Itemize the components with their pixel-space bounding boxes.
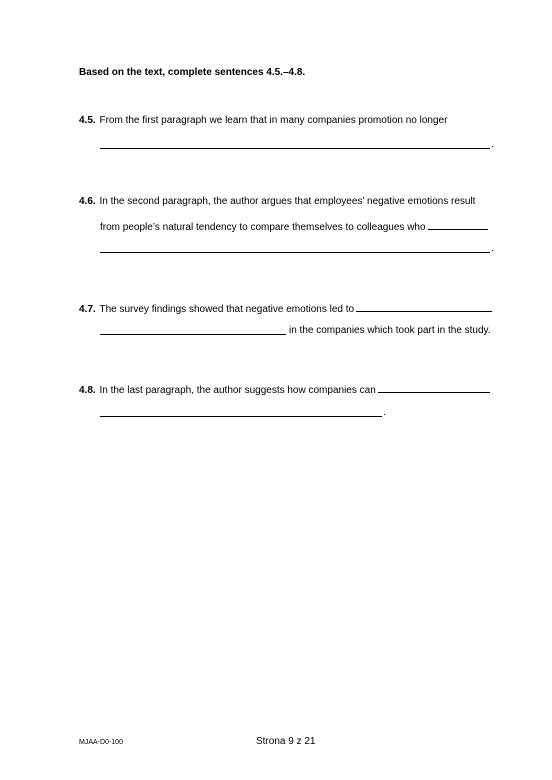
- question-number: 4.6.: [79, 196, 96, 207]
- answer-blank[interactable]: [356, 302, 492, 312]
- question-4-8: [79, 383, 490, 397]
- sentence-end: .: [491, 243, 494, 254]
- answer-line[interactable]: [100, 148, 490, 149]
- question-text: In the last paragraph, the author suggests how companies can: [99, 385, 376, 396]
- question-4-6-line2: [100, 220, 488, 234]
- question-number: 4.7.: [79, 304, 96, 315]
- question-number: 4.5.: [79, 115, 96, 126]
- answer-blank[interactable]: [428, 220, 488, 230]
- answer-line[interactable]: [100, 416, 382, 417]
- exam-code: MJAA-D0-100: [79, 739, 123, 746]
- question-4-6: [79, 196, 475, 208]
- page-number: Strona 9 z 21: [256, 736, 316, 747]
- question-4-5: [79, 115, 447, 127]
- question-4-7: [79, 302, 492, 316]
- question-text: In the second paragraph, the author argues that employees’ negative emotions result: [99, 196, 476, 207]
- answer-blank[interactable]: [378, 383, 490, 393]
- answer-line[interactable]: [100, 252, 490, 253]
- question-number: 4.8.: [79, 385, 96, 396]
- sentence-end: .: [491, 139, 494, 150]
- instructions-heading: Based on the text, complete sentences 4.5.–4.8.: [79, 67, 306, 78]
- question-text: from people’s natural tendency to compare themselves to colleagues who: [100, 222, 426, 233]
- question-text: The survey findings showed that negative emotions led to: [99, 304, 355, 315]
- sentence-end: .: [383, 407, 386, 418]
- question-text: in the companies which took part in the study.: [289, 325, 491, 336]
- question-text: From the first paragraph we learn that in many companies promotion no longer: [99, 115, 448, 126]
- answer-line[interactable]: [100, 334, 286, 335]
